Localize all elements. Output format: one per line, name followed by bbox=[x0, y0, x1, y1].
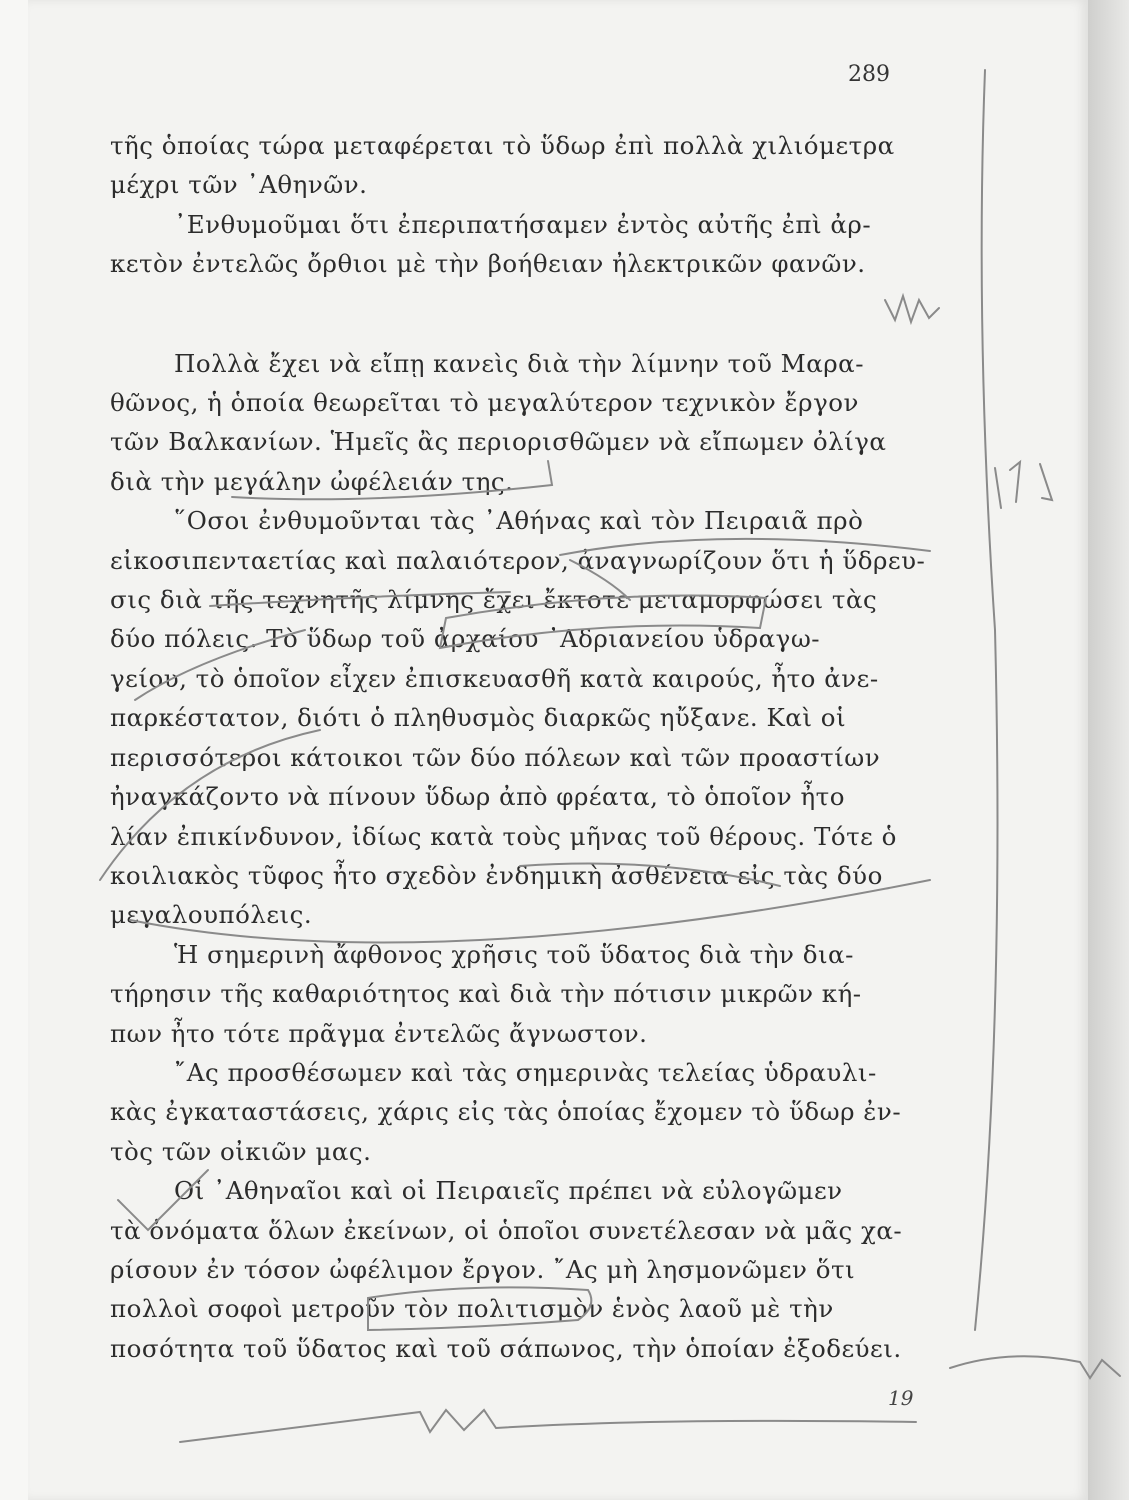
text-line: Πολλὰ ἔχει νὰ εἴπῃ κανεὶς διὰ τὴν λίμνην τοῦ Μαρα- bbox=[174, 348, 864, 378]
text-line: τὸς τῶν οἰκιῶν μας. bbox=[110, 1136, 372, 1166]
page-number: 289 bbox=[848, 62, 890, 87]
text-line: διὰ τὴν μεγάλην ὠφέλειάν της. bbox=[110, 466, 514, 496]
text-line: κετὸν ἐντελῶς ὄρθιοι μὲ τὴν βοήθειαν ἠλεκτρικῶν φανῶν. bbox=[110, 249, 866, 279]
page-edge-shadow bbox=[1088, 0, 1129, 1500]
text-line: τῶν Βαλκανίων. Ἡμεῖς ἂς περιορισθῶμεν νὰ εἴπωμεν ὀλίγα bbox=[110, 427, 887, 457]
paragraph-gap bbox=[110, 284, 950, 344]
text-line: πολλοὶ σοφοὶ μετροῦν τὸν πολιτισμὸν ἑνὸς λαοῦ μὲ τὴν bbox=[110, 1294, 834, 1324]
text-line: ῞Οσοι ἐνθυμοῦνται τὰς ᾿Αθήνας καὶ τὸν Πειραιᾶ πρὸ bbox=[174, 506, 864, 536]
text-line: ἠναγκάζοντο νὰ πίνουν ὕδωρ ἀπὸ φρέατα, τὸ ὁποῖον ἦτο bbox=[110, 782, 845, 812]
text-line: θῶνος, ἡ ὁποία θεωρεῖται τὸ μεγαλύτερον τεχνικὸν ἔργον bbox=[110, 388, 859, 418]
text-line: γείου, τὸ ὁποῖον εἶχεν ἐπισκευασθῆ κατὰ καιρούς, ἦτο ἀνε- bbox=[110, 663, 879, 693]
paragraph bbox=[110, 501, 950, 934]
text-line: Ἡ σημερινὴ ἄφθονος χρῆσις τοῦ ὕδατος διὰ τὴν δια- bbox=[174, 939, 854, 969]
text-line: τὰ ὀνόματα ὅλων ἐκείνων, οἱ ὁποῖοι συνετέλεσαν νὰ μᾶς χα- bbox=[110, 1215, 903, 1245]
text-line: ῎Ας προσθέσωμεν καὶ τὰς σημερινὰς τελείας ὑδραυλι- bbox=[174, 1057, 877, 1087]
folio-number: 19 bbox=[888, 1386, 914, 1410]
paragraph bbox=[110, 935, 950, 1053]
text-line: εἰκοσιπενταετίας καὶ παλαιότερον, ἀναγνωρίζουν ὅτι ἡ ὕδρευ- bbox=[110, 545, 926, 575]
text-line: πων ἦτο τότε πρᾶγμα ἐντελῶς ἄγνωστον. bbox=[110, 1018, 648, 1048]
text-line: κοιλιακὸς τῦφος ἦτο σχεδὸν ἐνδημικὴ ἀσθένεια εἰς τὰς δύο bbox=[110, 860, 883, 890]
text-line: ρίσουν ἐν τόσον ὠφέλιμον ἔργον. ῎Ας μὴ λησμονῶμεν ὅτι bbox=[110, 1254, 856, 1284]
text-line: σις διὰ τῆς τεχνητῆς λίμνης ἔχει ἔκτοτε μεταμορφώσει τὰς bbox=[110, 585, 878, 615]
text-line: μέχρι τῶν ᾿Αθηνῶν. bbox=[110, 170, 368, 200]
text-line: Οἱ ᾿Αθηναῖοι καὶ οἱ Πειραιεῖς πρέπει νὰ εὐλογῶμεν bbox=[174, 1176, 843, 1206]
body-text bbox=[110, 126, 950, 1368]
text-line: ποσότητα τοῦ ὕδατος καὶ τοῦ σάπωνος, τὴν ὁποίαν ἐξοδεύει. bbox=[110, 1333, 902, 1363]
text-line: τήρησιν τῆς καθαριότητος καὶ διὰ τὴν πότισιν μικρῶν κή- bbox=[110, 979, 862, 1009]
text-line: κὰς ἐγκαταστάσεις, χάρις εἰς τὰς ὁποίας ἔχομεν τὸ ὕδωρ ἐν- bbox=[110, 1097, 902, 1127]
text-line: λίαν ἐπικίνδυνον, ἰδίως κατὰ τοὺς μῆνας τοῦ θέρους. Τότε ὁ bbox=[110, 821, 897, 851]
paragraph bbox=[110, 205, 950, 284]
text-line: δύο πόλεις. Τὸ ὕδωρ τοῦ ἀρχαίου ᾿Αδριανείου ὑδραγω- bbox=[110, 624, 821, 654]
text-line: τῆς ὁποίας τώρα μεταφέρεται τὸ ὕδωρ ἐπὶ πολλὰ χιλιόμετρα bbox=[110, 131, 895, 160]
paragraph bbox=[110, 1171, 950, 1368]
paragraph bbox=[110, 1053, 950, 1171]
paragraph bbox=[110, 344, 950, 502]
text-line: ᾿Ενθυμοῦμαι ὅτι ἐπεριπατήσαμεν ἐντὸς αὐτῆς ἐπὶ ἀρ- bbox=[174, 209, 872, 239]
paragraph bbox=[110, 126, 950, 205]
text-line: μεγαλουπόλεις. bbox=[110, 900, 313, 930]
text-line: παρκέστατον, διότι ὁ πληθυσμὸς διαρκῶς ηὔξανε. Καὶ οἱ bbox=[110, 703, 847, 733]
text-line: περισσότεροι κάτοικοι τῶν δύο πόλεων καὶ τῶν προαστίων bbox=[110, 742, 881, 772]
